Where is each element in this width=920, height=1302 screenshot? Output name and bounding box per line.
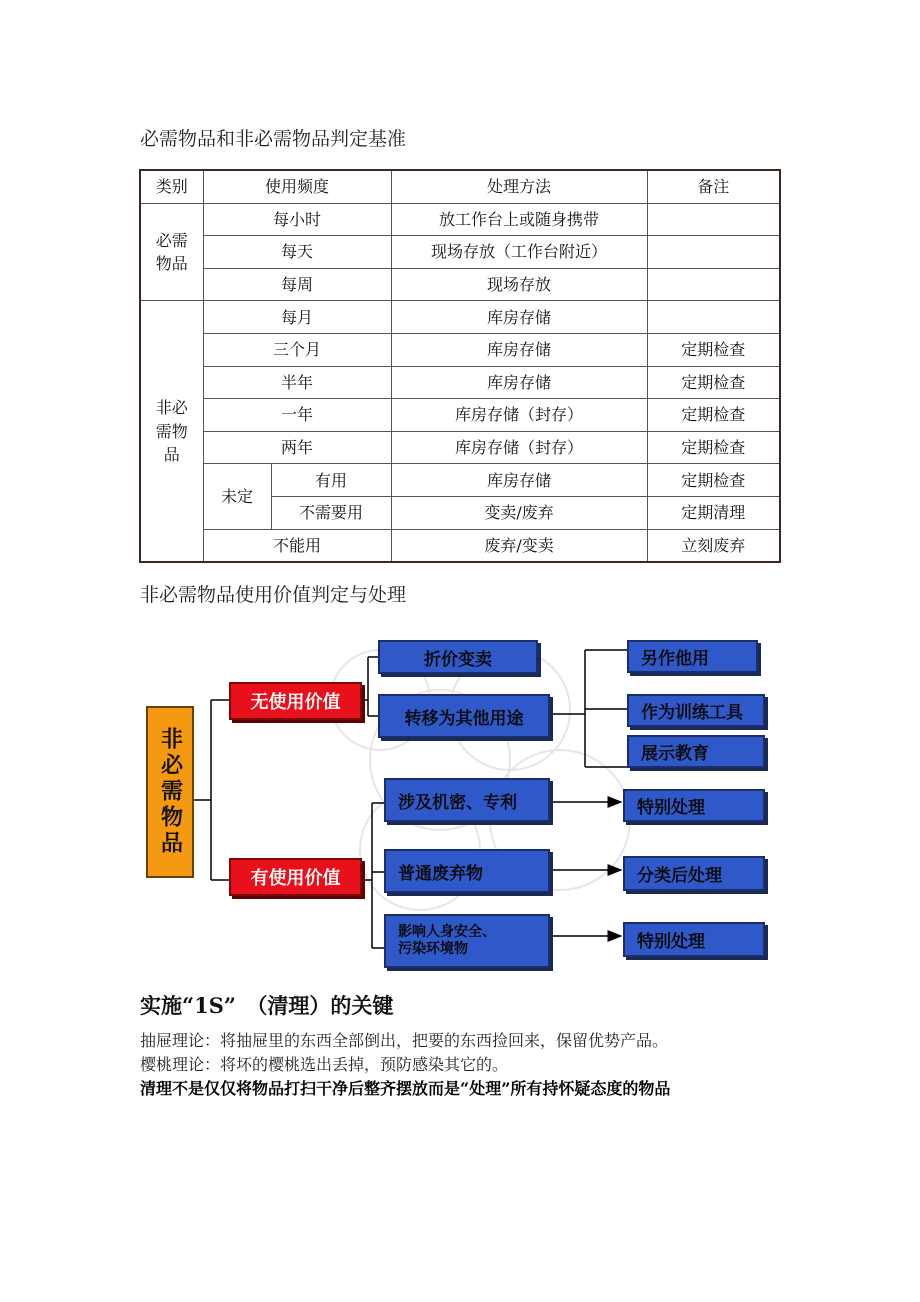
header-method: 处理方法 [391, 170, 647, 203]
method-cell: 库房存储 [391, 464, 647, 497]
note-cell [647, 236, 780, 269]
table-row [140, 399, 780, 432]
freq-cell: 有用 [271, 464, 391, 497]
note-cell: 定期检查 [647, 399, 780, 432]
node-training-tool: 作为训练工具 [627, 694, 765, 727]
freq-cell: 不需要用 [271, 496, 391, 529]
section-title-1s: 实施“1S” （清理）的关键 [140, 993, 394, 1018]
method-cell: 库房存储 [391, 301, 647, 334]
freq-cell: 不能用 [203, 529, 391, 562]
method-cell: 现场存放 [391, 268, 647, 301]
note-cell: 定期检查 [647, 464, 780, 497]
method-cell: 现场存放（工作台附近） [391, 236, 647, 269]
freq-cell: 每周 [203, 268, 391, 301]
table-row [140, 268, 780, 301]
node-other-use: 另作他用 [627, 640, 758, 673]
node-ordinary-waste: 普通废弃物 [384, 849, 550, 893]
freq-cell: 每天 [203, 236, 391, 269]
table-header-row [140, 170, 780, 203]
table-row [140, 529, 780, 562]
node-discount-sale: 折价变卖 [378, 640, 538, 674]
section-title-value: 非必需物品使用价值判定与处理 [140, 584, 407, 606]
note-cell: 定期检查 [647, 431, 780, 464]
freq-cell: 半年 [203, 366, 391, 399]
table-row [140, 333, 780, 366]
node-has-value: 有使用价值 [229, 858, 362, 896]
undecided-cell: 未定 [203, 464, 271, 529]
note-cell: 定期检查 [647, 366, 780, 399]
note-cell [647, 203, 780, 236]
method-cell: 库房存储（封存） [391, 399, 647, 432]
header-category: 类别 [140, 170, 203, 203]
method-cell: 放工作台上或随身携带 [391, 203, 647, 236]
criteria-table [139, 169, 781, 563]
node-sort-handling: 分类后处理 [623, 856, 765, 891]
section-title-criteria: 必需物品和非必需物品判定基准 [140, 128, 407, 150]
method-cell: 库房存储 [391, 333, 647, 366]
node-special-handling-1: 特别处理 [623, 789, 765, 822]
paragraph-key-point: 清理不是仅仅将物品打扫干净后整齐摆放而是“处理”所有持怀疑态度的物品 [140, 1079, 671, 1098]
node-special-handling-2: 特别处理 [623, 922, 765, 957]
header-note: 备注 [647, 170, 780, 203]
node-display-education: 展示教育 [627, 735, 765, 768]
freq-cell: 两年 [203, 431, 391, 464]
method-cell: 库房存储 [391, 366, 647, 399]
note-cell: 定期清理 [647, 496, 780, 529]
paragraph-drawer-theory: 抽屉理论：将抽屉里的东西全部倒出，把要的东西捡回来，保留优势产品。 [140, 1031, 669, 1050]
table-row [140, 203, 780, 236]
node-no-value: 无使用价值 [229, 682, 362, 720]
table-row [140, 366, 780, 399]
value-diagram [0, 620, 920, 980]
note-cell [647, 268, 780, 301]
freq-cell: 三个月 [203, 333, 391, 366]
table-row [140, 464, 780, 497]
node-confidential: 涉及机密、专利 [384, 778, 550, 822]
node-safety-pollution: 影响人身安全、 污染环境物 [384, 914, 550, 968]
table-row [140, 431, 780, 464]
table-row [140, 236, 780, 269]
note-cell [647, 301, 780, 334]
table-row [140, 301, 780, 334]
freq-cell: 每月 [203, 301, 391, 334]
method-cell: 变卖/废弃 [391, 496, 647, 529]
paragraph-cherry-theory: 樱桃理论：将坏的樱桃选出丢掉，预防感染其它的。 [140, 1055, 509, 1074]
note-cell: 立刻废弃 [647, 529, 780, 562]
node-root: 非必需物品 [146, 706, 194, 878]
node-transfer-use: 转移为其他用途 [378, 694, 550, 738]
method-cell: 库房存储（封存） [391, 431, 647, 464]
method-cell: 废弃/变卖 [391, 529, 647, 562]
note-cell: 定期检查 [647, 333, 780, 366]
header-frequency: 使用频度 [203, 170, 391, 203]
category-necessary: 必需 物品 [140, 203, 203, 301]
freq-cell: 每小时 [203, 203, 391, 236]
category-unnecessary: 非必 需物 品 [140, 301, 203, 562]
freq-cell: 一年 [203, 399, 391, 432]
